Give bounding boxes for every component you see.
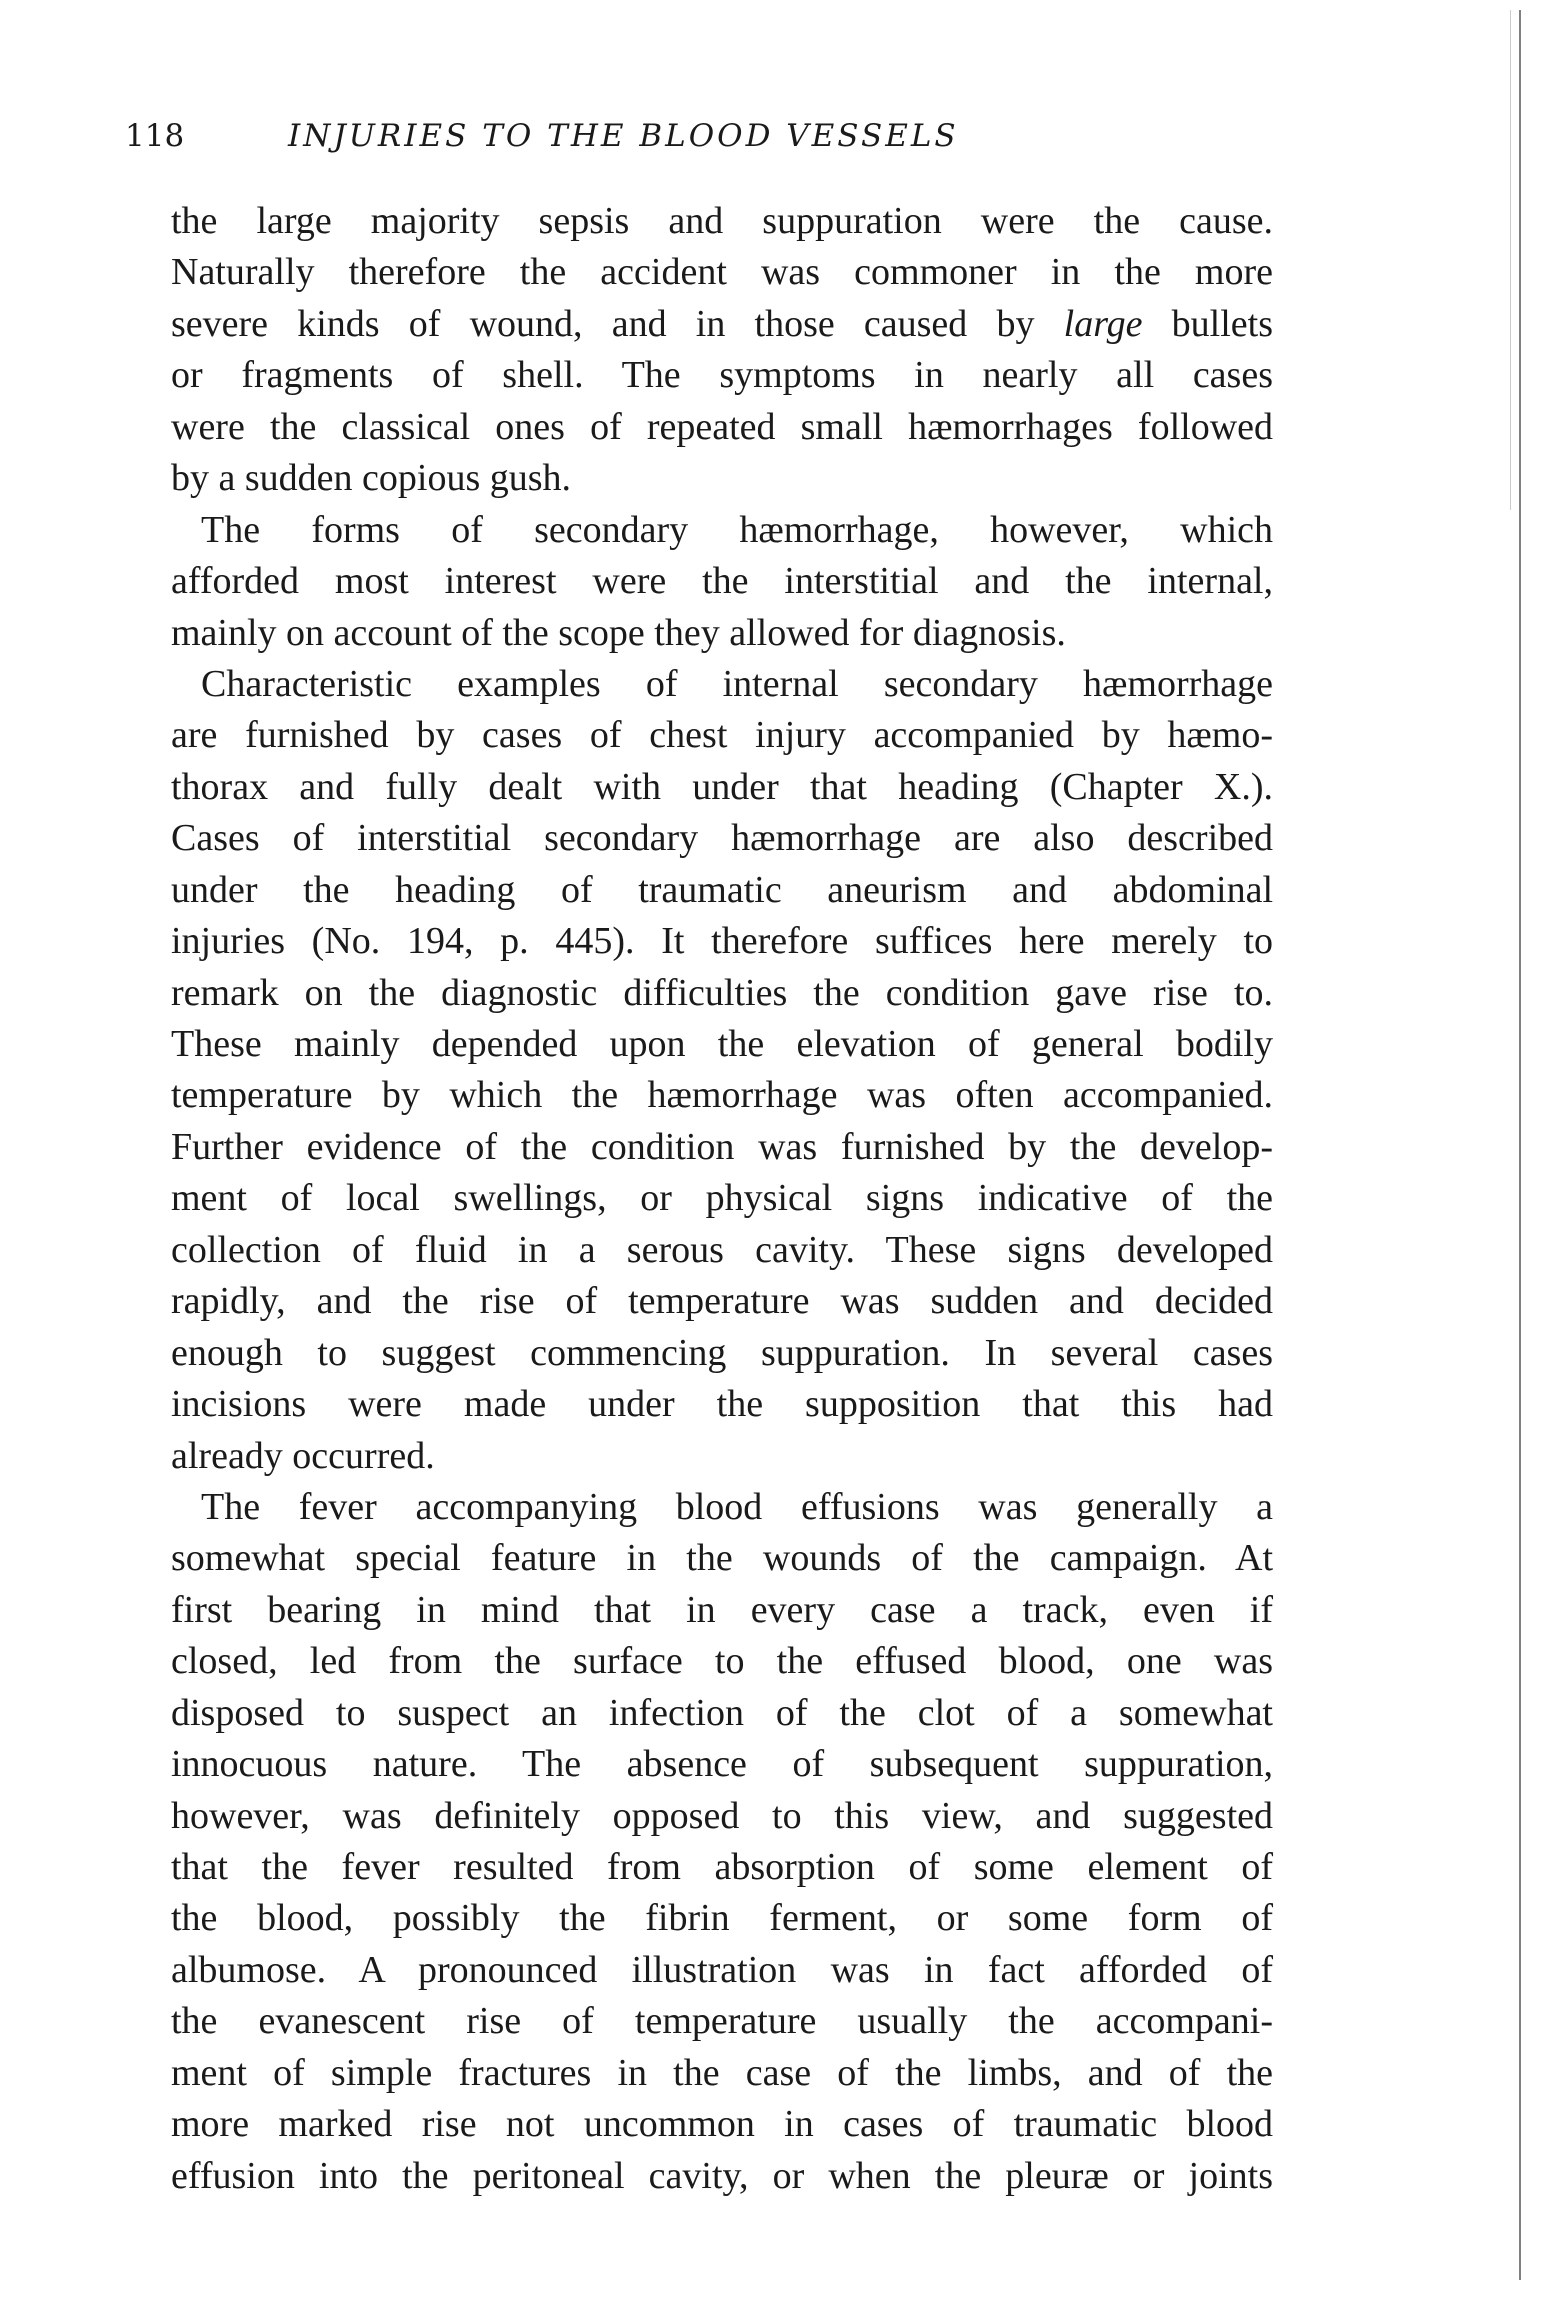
text-line: temperature by which the hæmorrhage was often accompanied.	[171, 1074, 1273, 1117]
text-line: incisions were made under the supposition that this had	[171, 1383, 1273, 1426]
text-line: Cases of interstitial secondary hæmorrhage are also described	[171, 817, 1273, 860]
body-text	[171, 196, 1273, 2202]
text-line: the large majority sepsis and suppuration were the cause.	[171, 200, 1273, 242]
text-line: are furnished by cases of chest injury accompanied by hæmo-	[171, 714, 1273, 757]
text-line: severe kinds of wound, and in those caused by large bullets	[171, 302, 1273, 345]
text-line: were the classical ones of repeated small hæmorrhages followed	[171, 405, 1273, 448]
text-line: remark on the diagnostic difficulties the condition gave rise to.	[171, 971, 1273, 1014]
emphasis: large	[1063, 302, 1143, 345]
text-line: the evanescent rise of temperature usually the accompani-	[171, 2000, 1273, 2043]
text-line: somewhat special feature in the wounds of the campaign. At	[171, 1537, 1273, 1580]
text-line: or fragments of shell. The symptoms in nearly all cases	[171, 354, 1273, 397]
text-line: mainly on account of the scope they allowed for diagnosis.	[171, 611, 1066, 654]
text-line: Characteristic examples of internal secondary hæmorrhage	[201, 662, 1273, 705]
text-line: effusion into the peritoneal cavity, or when the pleuræ or joints	[171, 2154, 1273, 2197]
page-number: 118	[125, 118, 185, 154]
text-line: Naturally therefore the accident was commoner in the more	[171, 251, 1273, 294]
text-line: already occurred.	[171, 1434, 435, 1477]
text-line: more marked rise not uncommon in cases of traumatic blood	[171, 2103, 1273, 2146]
text-line: by a sudden copious gush.	[171, 457, 572, 500]
text-line: that the fever resulted from absorption of some element of	[171, 1846, 1273, 1888]
text-line: Further evidence of the condition was furnished by the develop-	[171, 1125, 1273, 1168]
text-line: closed, led from the surface to the effused blood, one was	[171, 1640, 1273, 1683]
text-line: innocuous nature. The absence of subsequent suppuration,	[171, 1743, 1273, 1786]
running-title: INJURIES TO THE BLOOD VESSELS	[288, 118, 959, 154]
text-line: afforded most interest were the interstitial and the internal,	[171, 560, 1273, 603]
text-line: however, was definitely opposed to this view, and suggested	[171, 1794, 1273, 1837]
text-line: ment of simple fractures in the case of the limbs, and of the	[171, 2051, 1273, 2094]
text-line: These mainly depended upon the elevation of general bodily	[171, 1023, 1273, 1065]
text-line: collection of fluid in a serous cavity. These signs developed	[171, 1228, 1273, 1271]
text-line: rapidly, and the rise of temperature was sudden and decided	[171, 1280, 1273, 1323]
running-header	[125, 118, 1275, 168]
page-edge-shadow	[1510, 10, 1511, 510]
text-line: thorax and fully dealt with under that heading (Chapter X.).	[171, 765, 1273, 808]
text-line: The fever accompanying blood effusions was generally a	[201, 1485, 1273, 1528]
text-line: enough to suggest commencing suppuration. In several cases	[171, 1331, 1273, 1374]
text-line: the blood, possibly the fibrin ferment, or some form of	[171, 1897, 1273, 1940]
text-line: albumose. A pronounced illustration was in fact afforded of	[171, 1948, 1273, 1991]
text-line: first bearing in mind that in every case a track, even if	[171, 1588, 1273, 1631]
text-line: injuries (No. 194, p. 445). It therefore suffices here merely to	[171, 920, 1273, 963]
text-line: disposed to suspect an infection of the clot of a somewhat	[171, 1691, 1273, 1734]
page-edge	[1519, 10, 1521, 2280]
text-line: ment of local swellings, or physical signs indicative of the	[171, 1177, 1273, 1220]
text-line: The forms of secondary hæmorrhage, however, which	[201, 508, 1273, 551]
text-line: under the heading of traumatic aneurism and abdominal	[171, 868, 1273, 911]
